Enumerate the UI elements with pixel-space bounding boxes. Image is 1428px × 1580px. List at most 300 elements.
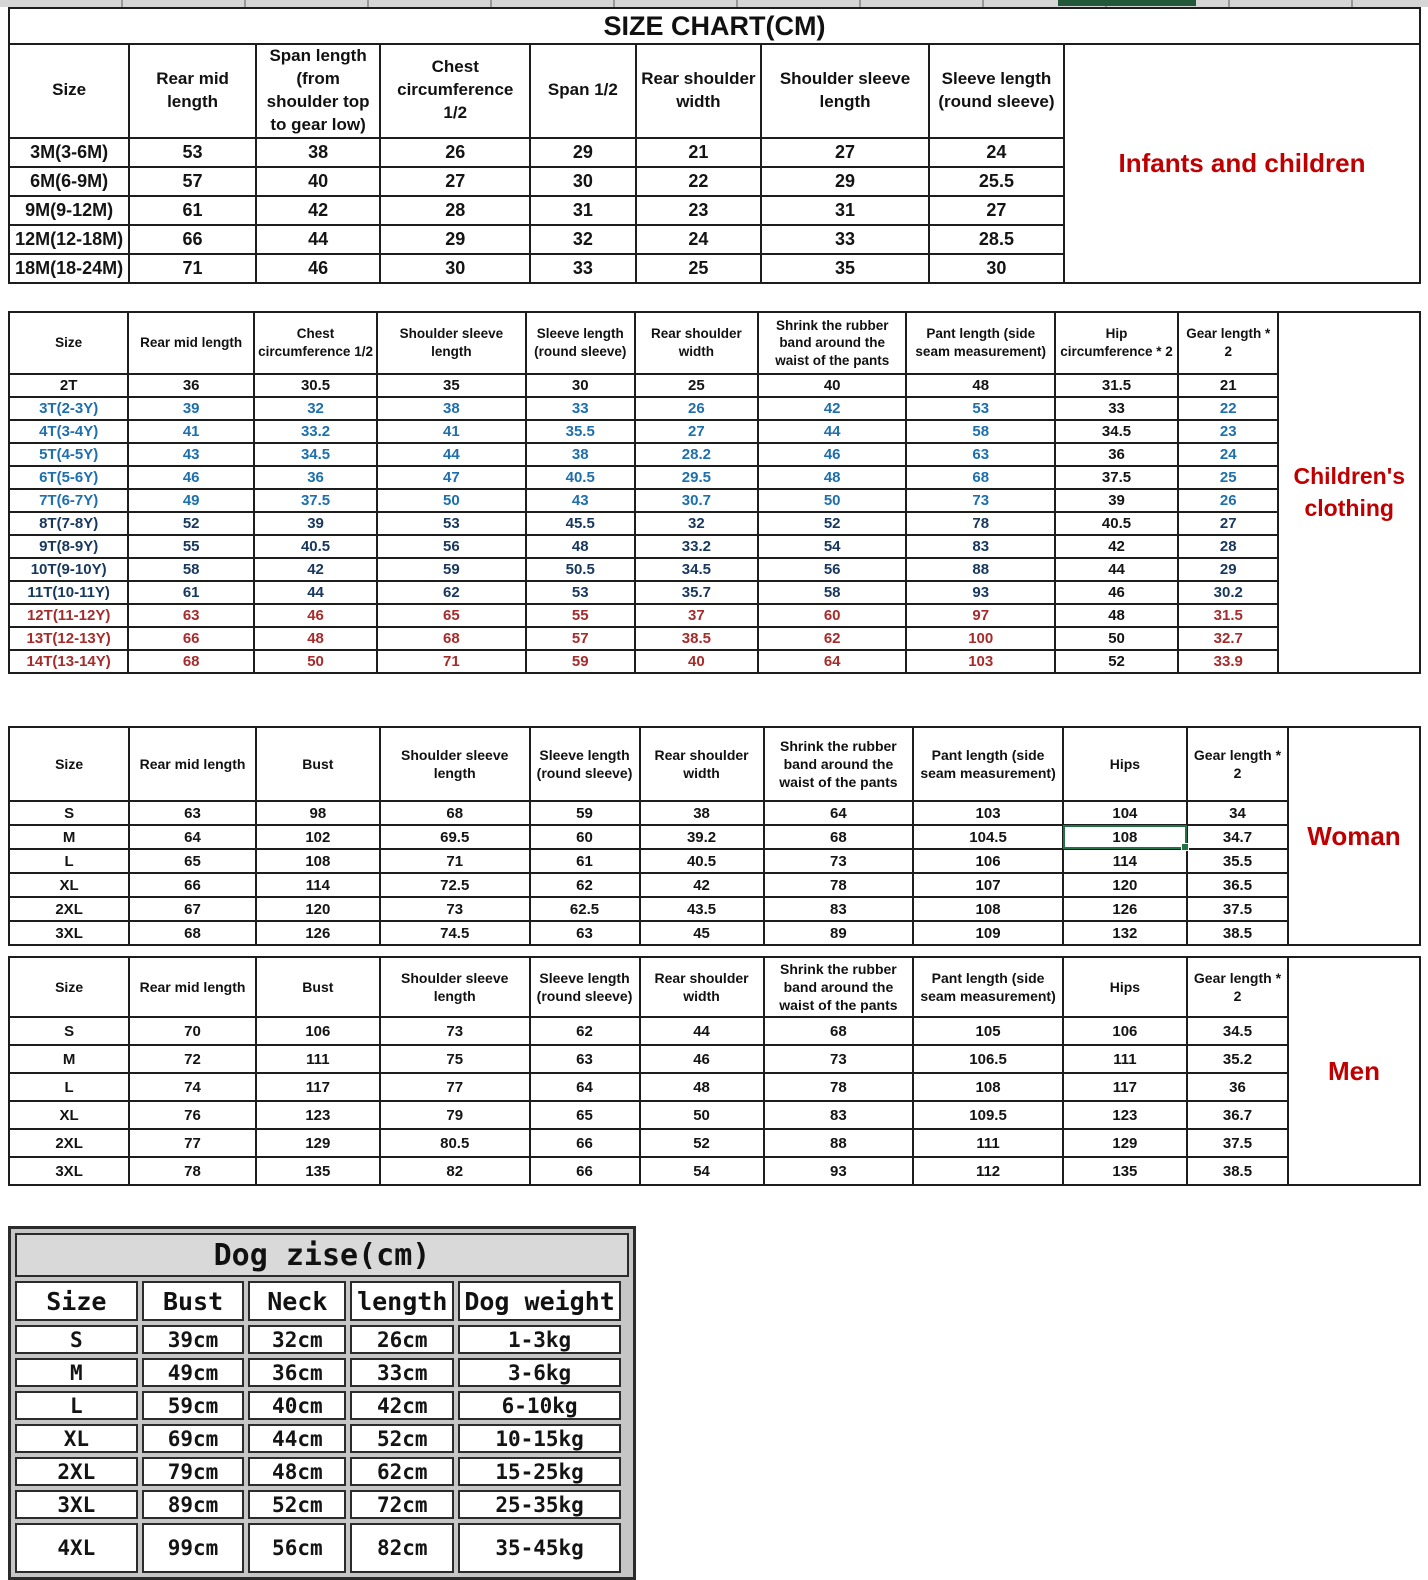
column-header: Gear length * 2	[1178, 312, 1278, 374]
column-header: Rear shoulder width	[636, 44, 762, 138]
size-cell: 7T(6-7Y)	[9, 489, 128, 512]
value-cell: 83	[764, 1101, 914, 1129]
value-cell: 58	[128, 558, 254, 581]
table-row	[9, 604, 1278, 627]
size-cell: 3XL	[15, 1490, 138, 1519]
value-cell: 46	[640, 1045, 764, 1073]
value-cell: 34.5	[1055, 420, 1178, 443]
infants-size-table	[8, 43, 1065, 284]
column-header: Shrink the rubber band around the waist of the pants	[758, 312, 907, 374]
value-cell: 80.5	[380, 1129, 530, 1157]
value-cell: 60	[758, 604, 907, 627]
value-cell: 33.2	[635, 535, 758, 558]
value-cell: 37	[635, 604, 758, 627]
dog-table-title: Dog zise(cm)	[15, 1233, 629, 1277]
value-cell: 35.5	[526, 420, 635, 443]
value-cell: 59	[530, 801, 640, 825]
value-cell: 68	[377, 627, 526, 650]
value-cell: 36	[128, 374, 254, 397]
value-cell: 61	[128, 581, 254, 604]
value-cell: 104.5	[913, 825, 1063, 849]
value-cell: 108	[913, 897, 1063, 921]
value-cell: 66	[128, 627, 254, 650]
size-cell: 6M(6-9M)	[9, 167, 129, 196]
value-cell: 35-45kg	[458, 1523, 621, 1573]
value-cell: 89cm	[142, 1490, 245, 1519]
value-cell: 39	[128, 397, 254, 420]
value-cell: 40.5	[640, 849, 764, 873]
column-header: Pant length (side seam measurement)	[906, 312, 1055, 374]
table-row	[9, 1129, 1288, 1157]
woman-size-table	[8, 726, 1289, 946]
value-cell: 38.5	[1187, 921, 1288, 945]
dog-size-table	[11, 1277, 625, 1577]
column-header: Rear shoulder width	[635, 312, 758, 374]
column-header: Gear length * 2	[1187, 727, 1288, 801]
column-header: length	[350, 1281, 454, 1321]
value-cell: 56	[377, 535, 526, 558]
men-section	[8, 956, 1421, 1186]
value-cell: 58	[758, 581, 907, 604]
value-cell: 108	[256, 849, 380, 873]
column-header: Hip circumference * 2	[1055, 312, 1178, 374]
value-cell: 25	[636, 254, 762, 283]
value-cell: 57	[129, 167, 256, 196]
value-cell: 58	[906, 420, 1055, 443]
value-cell: 106.5	[913, 1045, 1063, 1073]
column-header: Size	[15, 1281, 138, 1321]
value-cell: 89	[764, 921, 914, 945]
size-cell: 3XL	[9, 921, 129, 945]
value-cell: 74.5	[380, 921, 530, 945]
value-cell: 32	[254, 397, 377, 420]
value-cell: 44	[254, 581, 377, 604]
table-row	[9, 921, 1288, 945]
value-cell: 30.2	[1178, 581, 1278, 604]
value-cell: 114	[256, 873, 380, 897]
value-cell: 6-10kg	[458, 1391, 621, 1420]
value-cell: 55	[526, 604, 635, 627]
value-cell: 108	[913, 1073, 1063, 1101]
value-cell: 34	[1187, 801, 1288, 825]
value-cell: 111	[913, 1129, 1063, 1157]
value-cell: 76	[129, 1101, 256, 1129]
value-cell: 93	[906, 581, 1055, 604]
value-cell: 69cm	[142, 1424, 245, 1453]
table-row	[15, 1457, 621, 1486]
value-cell: 44	[377, 443, 526, 466]
value-cell: 63	[128, 604, 254, 627]
value-cell: 56	[758, 558, 907, 581]
value-cell: 82	[380, 1157, 530, 1185]
size-cell: L	[15, 1391, 138, 1420]
value-cell: 38.5	[1187, 1157, 1288, 1185]
size-cell: XL	[9, 1101, 129, 1129]
column-header: Rear mid length	[128, 312, 254, 374]
value-cell: 93	[764, 1157, 914, 1185]
size-cell: S	[9, 801, 129, 825]
value-cell: 40	[758, 374, 907, 397]
value-cell: 97	[906, 604, 1055, 627]
value-cell: 46	[256, 254, 380, 283]
value-cell: 35	[377, 374, 526, 397]
value-cell: 117	[256, 1073, 380, 1101]
table-row	[9, 466, 1278, 489]
size-cell: M	[9, 1045, 129, 1073]
size-cell: 3XL	[9, 1157, 129, 1185]
value-cell: 68	[128, 650, 254, 673]
table-row	[15, 1325, 621, 1354]
value-cell: 34.7	[1187, 825, 1288, 849]
value-cell: 33	[761, 225, 929, 254]
value-cell: 106	[256, 1017, 380, 1045]
value-cell: 63	[129, 801, 256, 825]
value-cell: 62	[530, 1017, 640, 1045]
value-cell: 65	[377, 604, 526, 627]
value-cell: 83	[764, 897, 914, 921]
value-cell: 38	[256, 138, 380, 167]
value-cell: 36	[1055, 443, 1178, 466]
value-cell: 72	[129, 1045, 256, 1073]
value-cell: 111	[256, 1045, 380, 1073]
value-cell: 104	[1063, 801, 1187, 825]
value-cell: 98	[256, 801, 380, 825]
value-cell: 63	[530, 1045, 640, 1073]
value-cell: 68	[129, 921, 256, 945]
column-header: Size	[9, 312, 128, 374]
value-cell: 46	[758, 443, 907, 466]
value-cell: 135	[256, 1157, 380, 1185]
column-header: Shoulder sleeve length	[380, 957, 530, 1017]
value-cell: 35	[761, 254, 929, 283]
value-cell: 40cm	[248, 1391, 346, 1420]
value-cell: 22	[636, 167, 762, 196]
size-cell: 6T(5-6Y)	[9, 466, 128, 489]
value-cell: 33.2	[254, 420, 377, 443]
column-header: Size	[9, 727, 129, 801]
value-cell: 79cm	[142, 1457, 245, 1486]
table-row	[9, 225, 1064, 254]
value-cell: 102	[256, 825, 380, 849]
value-cell: 74	[129, 1073, 256, 1101]
value-cell: 42	[1055, 535, 1178, 558]
size-cell: L	[9, 849, 129, 873]
table-row	[9, 138, 1064, 167]
value-cell: 71	[129, 254, 256, 283]
value-cell: 15-25kg	[458, 1457, 621, 1486]
value-cell: 38	[526, 443, 635, 466]
size-cell: 13T(12-13Y)	[9, 627, 128, 650]
value-cell: 31	[530, 196, 635, 225]
value-cell: 46	[128, 466, 254, 489]
value-cell: 56cm	[248, 1523, 346, 1573]
value-cell: 88	[764, 1129, 914, 1157]
value-cell: 42	[256, 196, 380, 225]
value-cell: 53	[906, 397, 1055, 420]
value-cell: 106	[913, 849, 1063, 873]
column-header: Rear shoulder width	[640, 957, 764, 1017]
table-row	[9, 1073, 1288, 1101]
value-cell: 50.5	[526, 558, 635, 581]
column-header: Size	[9, 44, 129, 138]
value-cell: 48cm	[248, 1457, 346, 1486]
value-cell: 61	[129, 196, 256, 225]
column-header: Bust	[142, 1281, 245, 1321]
value-cell: 52	[640, 1129, 764, 1157]
value-cell: 32	[530, 225, 635, 254]
value-cell: 42	[640, 873, 764, 897]
size-cell: 4XL	[15, 1523, 138, 1573]
value-cell: 50	[758, 489, 907, 512]
value-cell: 27	[929, 196, 1064, 225]
table-row	[15, 1391, 621, 1420]
column-header: Sleeve length (round sleeve)	[530, 727, 640, 801]
value-cell: 114	[1063, 849, 1187, 873]
value-cell: 38	[377, 397, 526, 420]
value-cell: 35.7	[635, 581, 758, 604]
value-cell: 29	[380, 225, 530, 254]
value-cell: 29.5	[635, 466, 758, 489]
value-cell: 32	[635, 512, 758, 535]
value-cell: 47	[377, 466, 526, 489]
value-cell: 50	[1055, 627, 1178, 650]
table-row	[9, 873, 1288, 897]
column-header: Sleeve length (round sleeve)	[929, 44, 1064, 138]
value-cell: 28.2	[635, 443, 758, 466]
value-cell: 62	[377, 581, 526, 604]
value-cell: 120	[1063, 873, 1187, 897]
value-cell: 36.5	[1187, 873, 1288, 897]
value-cell: 40.5	[526, 466, 635, 489]
value-cell: 64	[129, 825, 256, 849]
value-cell: 40	[256, 167, 380, 196]
value-cell: 43.5	[640, 897, 764, 921]
value-cell: 31	[761, 196, 929, 225]
value-cell: 37.5	[254, 489, 377, 512]
value-cell: 49cm	[142, 1358, 245, 1387]
value-cell: 50	[640, 1101, 764, 1129]
value-cell: 105	[913, 1017, 1063, 1045]
value-cell: 29	[761, 167, 929, 196]
column-header: Hips	[1063, 957, 1187, 1017]
value-cell: 59	[526, 650, 635, 673]
value-cell: 66	[530, 1157, 640, 1185]
column-header: Shoulder sleeve length	[377, 312, 526, 374]
value-cell: 103	[913, 801, 1063, 825]
size-cell: 10T(9-10Y)	[9, 558, 128, 581]
value-cell: 39	[254, 512, 377, 535]
value-cell: 21	[1178, 374, 1278, 397]
children-size-table	[8, 311, 1279, 674]
value-cell: 126	[1063, 897, 1187, 921]
value-cell: 28	[1178, 535, 1278, 558]
value-cell: 39.2	[640, 825, 764, 849]
value-cell: 57	[526, 627, 635, 650]
column-header: Span length (from shoulder top to gear low)	[256, 44, 380, 138]
value-cell: 33.9	[1178, 650, 1278, 673]
size-cell: 2XL	[9, 1129, 129, 1157]
value-cell: 10-15kg	[458, 1424, 621, 1453]
value-cell: 109	[913, 921, 1063, 945]
size-cell: 11T(10-11Y)	[9, 581, 128, 604]
value-cell: 41	[377, 420, 526, 443]
value-cell: 54	[640, 1157, 764, 1185]
value-cell: 99cm	[142, 1523, 245, 1573]
table-row	[9, 1017, 1288, 1045]
size-cell: S	[9, 1017, 129, 1045]
table-row	[15, 1358, 621, 1387]
dog-size-table-wrap	[8, 1226, 636, 1580]
value-cell: 25-35kg	[458, 1490, 621, 1519]
value-cell: 31.5	[1178, 604, 1278, 627]
size-cell: 12M(12-18M)	[9, 225, 129, 254]
value-cell: 111	[1063, 1045, 1187, 1073]
size-cell: L	[9, 1073, 129, 1101]
table-row	[9, 897, 1288, 921]
column-header: Chest circumference 1/2	[380, 44, 530, 138]
value-cell: 117	[1063, 1073, 1187, 1101]
value-cell: 71	[380, 849, 530, 873]
value-cell: 40.5	[1055, 512, 1178, 535]
value-cell: 28.5	[929, 225, 1064, 254]
value-cell: 64	[764, 801, 914, 825]
value-cell: 29	[530, 138, 635, 167]
infants-section	[8, 7, 1421, 284]
value-cell: 43	[128, 443, 254, 466]
value-cell: 126	[256, 921, 380, 945]
value-cell: 45	[640, 921, 764, 945]
active-selected-cell[interactable]: 108	[1063, 825, 1187, 849]
value-cell: 78	[906, 512, 1055, 535]
table-row	[9, 849, 1288, 873]
value-cell: 60	[530, 825, 640, 849]
value-cell: 26	[380, 138, 530, 167]
value-cell: 30.7	[635, 489, 758, 512]
table-row	[9, 1101, 1288, 1129]
value-cell: 59cm	[142, 1391, 245, 1420]
woman-section-label: Woman	[1289, 726, 1421, 946]
value-cell: 48	[254, 627, 377, 650]
value-cell: 27	[380, 167, 530, 196]
size-cell: 14T(13-14Y)	[9, 650, 128, 673]
value-cell: 73	[764, 1045, 914, 1073]
value-cell: 38	[640, 801, 764, 825]
table-row	[9, 374, 1278, 397]
value-cell: 36cm	[248, 1358, 346, 1387]
value-cell: 77	[129, 1129, 256, 1157]
value-cell: 44	[256, 225, 380, 254]
table-row	[15, 1523, 621, 1573]
column-header: Rear mid length	[129, 44, 256, 138]
value-cell: 53	[526, 581, 635, 604]
value-cell: 48	[1055, 604, 1178, 627]
value-cell: 25	[635, 374, 758, 397]
value-cell: 63	[906, 443, 1055, 466]
value-cell: 62	[758, 627, 907, 650]
column-header: Span 1/2	[530, 44, 635, 138]
value-cell: 106	[1063, 1017, 1187, 1045]
table-row	[9, 489, 1278, 512]
value-cell: 30.5	[254, 374, 377, 397]
size-cell: 8T(7-8Y)	[9, 512, 128, 535]
value-cell: 42	[758, 397, 907, 420]
size-cell: M	[15, 1358, 138, 1387]
value-cell: 46	[254, 604, 377, 627]
table-row	[9, 167, 1064, 196]
column-header: Gear length * 2	[1187, 957, 1288, 1017]
column-header: Chest circumference 1/2	[254, 312, 377, 374]
value-cell: 63	[530, 921, 640, 945]
value-cell: 44cm	[248, 1424, 346, 1453]
value-cell: 27	[1178, 512, 1278, 535]
column-header: Neck	[248, 1281, 346, 1321]
column-header: Dog weight	[458, 1281, 621, 1321]
value-cell: 33cm	[350, 1358, 454, 1387]
value-cell: 40.5	[254, 535, 377, 558]
table-row	[9, 535, 1278, 558]
column-header: Sleeve length (round sleeve)	[526, 312, 635, 374]
value-cell: 32cm	[248, 1325, 346, 1354]
value-cell: 55	[128, 535, 254, 558]
value-cell: 66	[530, 1129, 640, 1157]
value-cell: 26	[1178, 489, 1278, 512]
value-cell: 68	[764, 825, 914, 849]
size-cell: S	[15, 1325, 138, 1354]
value-cell: 25	[1178, 466, 1278, 489]
value-cell: 78	[129, 1157, 256, 1185]
value-cell: 52	[1055, 650, 1178, 673]
value-cell: 77	[380, 1073, 530, 1101]
value-cell: 103	[906, 650, 1055, 673]
value-cell: 107	[913, 873, 1063, 897]
men-section-label: Men	[1289, 956, 1421, 1186]
table-row	[15, 1424, 621, 1453]
value-cell: 37.5	[1055, 466, 1178, 489]
value-cell: 66	[129, 225, 256, 254]
size-cell: 2XL	[9, 897, 129, 921]
value-cell: 44	[1055, 558, 1178, 581]
value-cell: 64	[758, 650, 907, 673]
column-header: Hips	[1063, 727, 1187, 801]
column-header: Size	[9, 957, 129, 1017]
infants-section-label: Infants and children	[1065, 43, 1421, 284]
column-header: Shoulder sleeve length	[380, 727, 530, 801]
value-cell: 79	[380, 1101, 530, 1129]
value-cell: 28	[380, 196, 530, 225]
value-cell: 40	[635, 650, 758, 673]
column-header: Bust	[256, 957, 380, 1017]
value-cell: 48	[758, 466, 907, 489]
value-cell: 65	[530, 1101, 640, 1129]
value-cell: 67	[129, 897, 256, 921]
table-row	[9, 420, 1278, 443]
column-header: Shrink the rubber band around the waist of the pants	[764, 727, 914, 801]
value-cell: 78	[764, 1073, 914, 1101]
value-cell: 24	[929, 138, 1064, 167]
value-cell: 59	[377, 558, 526, 581]
size-cell: 12T(11-12Y)	[9, 604, 128, 627]
value-cell: 34.5	[254, 443, 377, 466]
size-cell: 9M(9-12M)	[9, 196, 129, 225]
value-cell: 73	[380, 897, 530, 921]
value-cell: 88	[906, 558, 1055, 581]
value-cell: 75	[380, 1045, 530, 1073]
value-cell: 23	[1178, 420, 1278, 443]
size-cell: XL	[15, 1424, 138, 1453]
table-row	[9, 443, 1278, 466]
value-cell: 65	[129, 849, 256, 873]
value-cell: 42	[254, 558, 377, 581]
